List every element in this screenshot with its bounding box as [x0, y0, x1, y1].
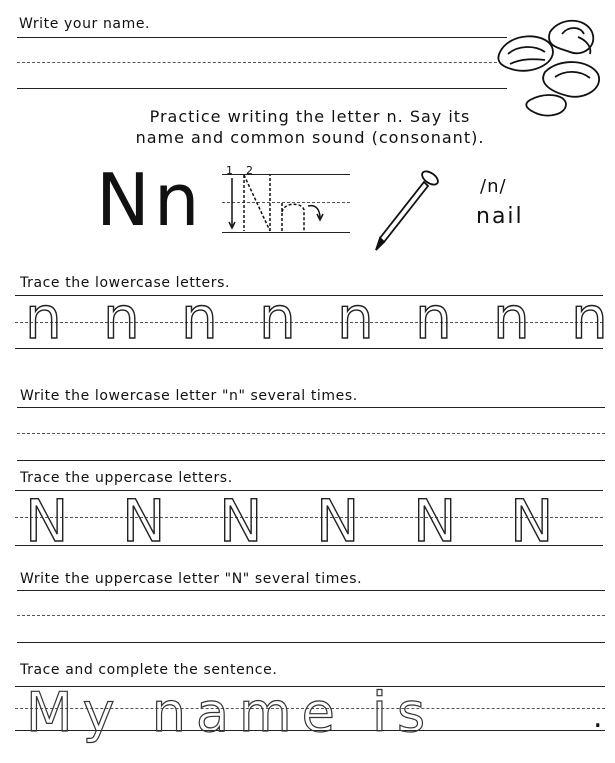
intro-line-2: name and common sound (consonant). — [135, 128, 485, 147]
letter-sound: /n/ — [480, 176, 507, 197]
trace-letter: n — [337, 284, 374, 352]
write-lowercase-base[interactable] — [17, 460, 605, 461]
trace-lowercase-row[interactable] — [15, 284, 608, 355]
trace-letter: n — [25, 284, 62, 352]
trace-letter: N — [25, 487, 69, 555]
write-uppercase-top — [17, 590, 605, 591]
write-uppercase-base[interactable] — [17, 642, 605, 643]
trace-letter: n — [571, 284, 608, 352]
write-lowercase-instruction: Write the lowercase letter "n" several times. — [20, 388, 358, 404]
write-lowercase-top — [17, 407, 605, 408]
intro-line-1: Practice writing the letter n. Say its — [149, 107, 471, 126]
trace-letter: N — [510, 487, 554, 555]
trace-uppercase-row[interactable] — [15, 487, 605, 555]
write-uppercase-instruction: Write the uppercase letter "N" several times. — [20, 571, 363, 587]
trace-letter: n — [415, 284, 452, 352]
trace-letter: N — [122, 487, 166, 555]
picture-word: nail — [476, 204, 524, 229]
stroke-step-1: 1 — [226, 164, 233, 177]
sentence-period: . — [593, 700, 603, 735]
nail-illustration — [368, 164, 448, 254]
big-letters: Nn — [96, 158, 204, 242]
trace-letter: n — [259, 284, 296, 352]
sentence-trace-text: My name is — [26, 681, 436, 744]
name-base-line[interactable] — [17, 88, 507, 89]
write-uppercase-mid — [17, 615, 605, 616]
write-lowercase-mid — [17, 433, 605, 434]
trace-letter: n — [181, 284, 218, 352]
stroke-step-2: 2 — [246, 164, 253, 177]
name-top-line — [17, 37, 507, 38]
name-mid-line — [17, 62, 507, 63]
name-instruction: Write your name. — [19, 16, 151, 32]
trace-letter: N — [413, 487, 457, 555]
trace-letter: N — [219, 487, 263, 555]
trace-letter: n — [493, 284, 530, 352]
sentence-trace-row[interactable] — [15, 681, 607, 746]
trace-uppercase-instruction: Trace the uppercase letters. — [20, 470, 233, 486]
trace-letter: N — [316, 487, 360, 555]
stroke-order-guide — [222, 164, 352, 240]
trace-lowercase-instruction: Trace the lowercase letters. — [20, 275, 231, 291]
trace-letter: n — [103, 284, 140, 352]
sentence-instruction: Trace and complete the sentence. — [20, 662, 278, 678]
